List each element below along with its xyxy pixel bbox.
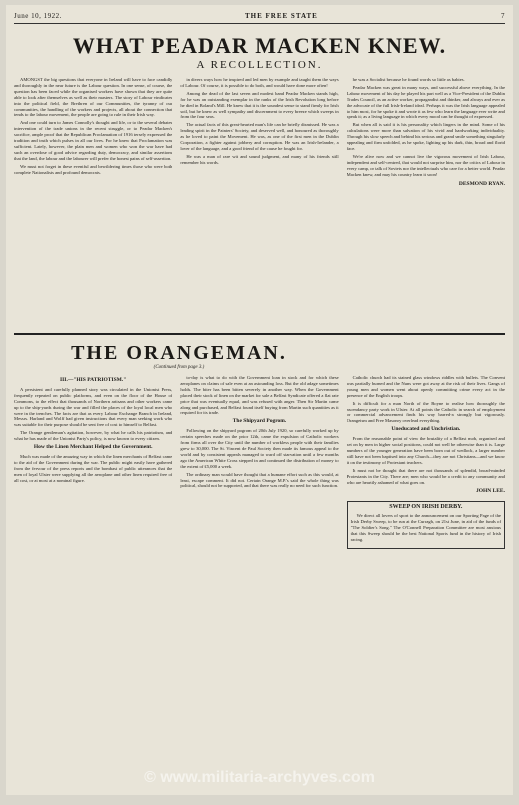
- article-2-body: [14, 375, 505, 755]
- subheading-3: Uneducated and Unchristian.: [391, 426, 461, 433]
- issue-date: June 10, 1922.: [14, 12, 62, 20]
- article-title: WHAT PEADAR MACKEN KNEW.: [72, 33, 447, 58]
- subheading-2: The Shipyard Pogrom.: [232, 418, 287, 425]
- page-header: [14, 9, 505, 24]
- masthead: THE FREE STATE: [244, 12, 318, 20]
- column-b: to-day is what to do with the Government loan in stock and for which these aeroplanes on claims of sale even at an astounding loss. But the old adage sometimes holds. The biter has been bitten severely in another way. When the Government placed their stock of linen on the market for sale a Belfast Syndicate offered a flat rate price that was eventually equal, and was refused with anger. Then Sir Martin came along and purchased, and Belfast found itself buying from Martin such quantities as it required for its trade. The Shipyard Pogrom. Following on the shipyard pogrom of 20th July 1920, so carefully worked up by certain speeches made on the prior 12th, came the expulsion of Catholic workers from firms all over the City until the number of workless people with their families grew to 30,000. The St. Vincent de Paul Society then made its famous appeal to the world and by consistent appeals managed to ward off starvation until a few months ago the American White Cross stepped in and continued the distribution of money to the extent of £5,000 a week. The ordinary man would have thought that a humane effort such as this would, at least, escape comment. It did not. Certain Orange M.P.'s said the whole thing was political, should not be supported, and that there was really no need for such function.: [180, 375, 339, 489]
- article-2-signature: JOHN LEE.: [475, 488, 505, 495]
- section-divider: [14, 333, 505, 335]
- section-heading: III.—"HIS PATRIOTISM.": [60, 377, 127, 383]
- column-a: III.—"HIS PATRIOTISM." A persistent and carefully planned story was circulated in the Unionist Press, frequently repeated on public platforms, and even on the floor of the House of Commons, to the effect that thousands of Northern artisans and other workers came up to the ship-yards during the war and filled the places of the loyal local men who were in the trenches. The facts are that as every Labour Exchange Branch in Ireland, Messrs. Harland and Wolff had given instructions that every man seeking work who was suitable for their purpose should be sent free of cost to himself to Belfast. The Orange gentleman's agitation, however, by what he calls his patriotism, and what he has made of the Unionist Party's policy, is now known to every citizen. How the Linen Merchant Helped the Government. Much was made of the amazing way in which the linen merchants of Belfast came to the aid of the Government during the war. The public might easily have gathered from the fervour of the press reports and the bombast of public utterances that the men of loyal Ulster were supplying all the aeroplane and other linen required free of all cost, or at most at a nominal figure.: [14, 377, 173, 483]
- notice-title: SWEEP ON IRISH DERBY.: [389, 504, 463, 511]
- newspaper-page: [6, 5, 513, 795]
- sweep-notice: SWEEP ON IRISH DERBY. We direct all lovers of sport to the announcement on our Sporting Page of the Irish Derby Sweep, to be run at the Curragh, on 21st June, in aid of the funds of "The Soldier's Song." The O'Connell Preparation Committee are most anxious that this Sweep should be the best National Sports fund in the history of Irish racing.: [347, 501, 505, 548]
- column-c: Catholic church had its stained glass windows riddles with bullets. The Convent was partially burned and the Nuns were got away at the risk of their lives. Gangs of young men and women went about openly committing crime every act in the presence of the English troops. It is difficult for a man North of the Boyne to realise how thoroughly the ascendancy party work in Ulster. At all points the Catholic in search of employment or commercial advancement finds his way barred-a strongly but vigorously. Orangeism and Free Masonry overlead everything. Uneducated and Unchristian. From the reasonable point of view the brutality of a Belfast mob, organised and set on by men in higher social positions, could not well be otherwise than it is. Large numbers of the younger generation have been born out of wedlock, a larger number still have not been baptised into any Church—they are not Christians—and we know it on the testimony of Protestant teachers. It must not be thought that there are not thousands of splendid, broad-minded Protestants in the City. There are; men who would be a credit to any community and who are heartily ashamed of what goes on. JOHN LEE. SWEEP ON IRISH DERBY. We direct all lovers of sport to the announcement on our Sporting Page of the Irish Derby Sweep, to be run at the Curragh, on 21st June, in aid of the funds of "The Soldier's Song." The O'Connell Preparation Committee are most anxious that this Sweep should be the best National Sports fund in the history of Irish racing.: [347, 375, 505, 755]
- article-signature: DESMOND RYAN.: [458, 180, 505, 187]
- article-body: [14, 77, 505, 327]
- watermark-stamp: © www.militaria-archyves.com: [144, 769, 375, 786]
- subheading-1: How the Linen Merchant Helped the Government.: [33, 444, 153, 451]
- article-title-2: THE ORANGEMAN.: [71, 342, 287, 364]
- continued-note: (Continued from page 3.): [153, 365, 205, 370]
- column-1: AMONGST the big questions that everyone in Ireland will have to face candidly and thoroughly in the near future is the Labour question. In one sense, of course, the question has been faced while the organised workers have shown that they are quite able to look after themselves as well as their masters. The story of Labour vindicates into the political field, the Brethren of our Communities, the tyranny of our communities, the handling of the workers and projects, all about the connection that tends to the labour movement, the people are going to rule in their Irish way. And one could turn to James Connolly's thought and life, or to the several debates intervention of the trade unions in the recent struggle, or to Peadar Macken's sacrifice, ample proof that the Republican Proclamation of 1916 tersely expressed the tradition and truth which pulses in all our lives. For he knew that Proclamation was sufficient. Lately, however, the plain men and women who won the war have had such an overdose of good advice regarding duty, democracy, and similar assertions that the land, the labour and the labourer will prefer the honest pains of self-assertion. We must not forget in these eventful and bewildering times those who were both complete Nationalists and profound democrats.: [14, 77, 173, 175]
- article-subtitle: A RECOLLECTION.: [196, 59, 323, 71]
- column-3: he was a Socialist because he found words so little as babies. Peadar Macken was great in many ways, and successful above everything. In the Labour movement of his day he played his part well as a Vice-President of the Dublin Trades Council, as an active worker, propagandist and thinker, and always and ever as the advocate of the full Irish-Ireland ideal. Perhaps it was the Irish language appealed to him most, for he spoke it and wrote it as few who learn the language ever write and speak it; as a living language in which every mood can be thought of expressed. But when all is said it is his personality which lingers in the mind. Some of his calculations were more than salvation of his vivid and hardworking individuality. Through his slow speech and behind his serious and grand smile something singularly appealing and firm unfolded, as he spoke, lighting up his dark, thin, broad and florid face. We're alive now and we cannot live the vigorous movement of Irish Labour, independent and self-centred, that would not surprise him, nor the critics of Labour in every camp, or talk of Soviets nor the intellectuals who care for a better world. Peadar Macken knew, and may his country learn it soon! DESMOND RYAN.: [346, 77, 505, 187]
- page-number: 7: [501, 12, 505, 20]
- column-2: in divers ways how he inspired and led men by example and taught them the ways of Labour. Of course, it is possible to do both, and would have done more often! Among the dead of the last seven and modest band Peadar Macken stands high, for he was an outstanding exemplar in the ranks of the Irish Revolution long before he died in Boland's Mill. He knew that it is the soundest sense to stand firmly for Irish soil, but he knew as well sympathy and discernment to every breeze which sweeps in from the four seas. The actual facts of this great-hearted man's life can be briefly dismissed. He was a leading spirit in the Painters' Society, and deserved well, and honoured as thoroughly as he loved to paint the Movement. He was, as one of the first men in the Dublin Corporation, a fighter against jobbery and corruption. He was an Irish-Irelander, a lover of the language, and a good friend of the cause he fought for. He was a man of rare wit and sound judgment, and many of his friends still remember his words.: [180, 77, 339, 165]
